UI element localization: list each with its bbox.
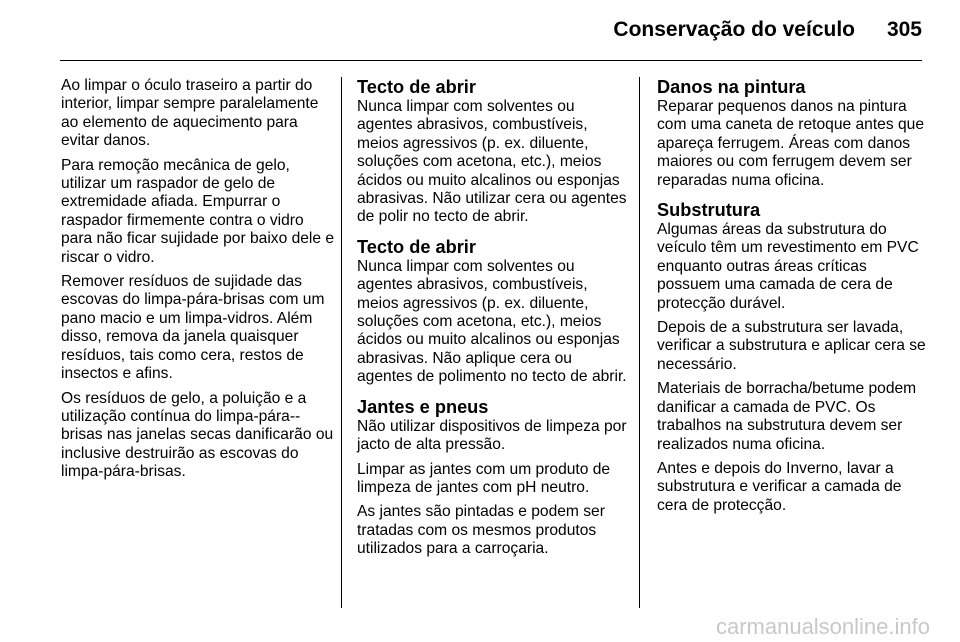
paragraph: Remover resíduos de sujidade das escovas do limpa-pára-brisas com um pano macio e um limpa-vidros. Além disso, remova da janela quaisquer resíduos, tais como cera, restos de insectos e afins. [61, 273, 325, 383]
header-divider [60, 60, 922, 61]
column-2 [357, 77, 629, 569]
paragraph: Nunca limpar com solventes ou agentes abrasivos, combustíveis, meios agressivos (p. ex. diluente, soluções com acetona, etc.), meios ácidos ou muito alcalinos ou esponjas abrasivas. Não utilizar cera ou agentes de polir no tecto de abrir. [357, 98, 627, 226]
paragraph: Depois de a substrutura ser lavada, verificar a substrutura e aplicar cera se necessário. [657, 319, 926, 373]
section-heading: Tecto de abrir [357, 236, 476, 257]
section-underbody [657, 200, 927, 515]
section-heading: Tecto de abrir [357, 77, 476, 97]
section-paint-damage [657, 77, 927, 190]
section-heading: Danos na pintura [657, 77, 806, 97]
section-wheels-tyres [357, 397, 629, 559]
paragraph: Antes e depois do Inverno, lavar a substrutura e verificar a camada de cera de protecção. [657, 459, 902, 514]
paragraph: Algumas áreas da substrutura do veículo têm um revestimento em PVC enquanto outras áreas críticas possuem uma camada de cera de protecção durável. [657, 221, 919, 312]
section-sunroof-2 [357, 237, 629, 387]
paragraph: Materiais de borracha/betume podem danificar a camada de PVC. Os trabalhos na substrutura devem ser realizados numa oficina. [657, 380, 917, 453]
paragraph: Para remoção mecânica de gelo, utilizar um raspador de gelo de extremidade afiada. Empurrar o raspador firmemente contra o vidro para não ficar sujidade por baixo dele e riscar o vidro. [61, 156, 335, 266]
page-title: Conservação do veículo [613, 18, 855, 41]
paragraph: Reparar pequenos danos na pintura com uma caneta de retoque antes que apareça ferrugem. Áreas com danos maiores ou com ferrugem devem ser reparadas numa oficina. [657, 98, 925, 189]
section-heading: Substrutura [657, 200, 761, 221]
page-number: 305 [886, 18, 922, 41]
column-divider [341, 77, 342, 608]
section-sunroof [357, 77, 629, 227]
paragraph: As jantes são pintadas e podem ser tratadas com os mesmos produtos utilizados para a carroçaria. [357, 503, 605, 558]
paragraph: Ao limpar o óculo traseiro a partir do interior, limpar sempre paralelamente ao elemento de aquecimento para evitar danos. [61, 77, 319, 150]
column-1 [61, 77, 336, 488]
watermark: carmanualsonline.info [715, 614, 930, 639]
section-heading: Jantes e pneus [357, 396, 489, 417]
paragraph: Limpar as jantes com um produto de limpeza de jantes com pH neutro. [357, 460, 611, 496]
paragraph: Não utilizar dispositivos de limpeza por jacto de alta pressão. [357, 417, 627, 454]
paragraph: Nunca limpar com solventes ou agentes abrasivos, combustíveis, meios agressivos (p. ex. diluente, soluções com acetona, etc.), meios ácidos ou muito alcalinos ou esponjas abrasivas. Não aplique cera ou agentes de polimento no tecto de abrir. [357, 257, 627, 386]
paragraph: Os resíduos de gelo, a poluição e a utilização contínua do limpa-pára--brisas nas janelas secas danificarão ou inclusive destruirão as escovas do limpa-pára-brisas. [61, 389, 334, 481]
column-divider [639, 77, 640, 608]
column-3 [657, 77, 927, 525]
